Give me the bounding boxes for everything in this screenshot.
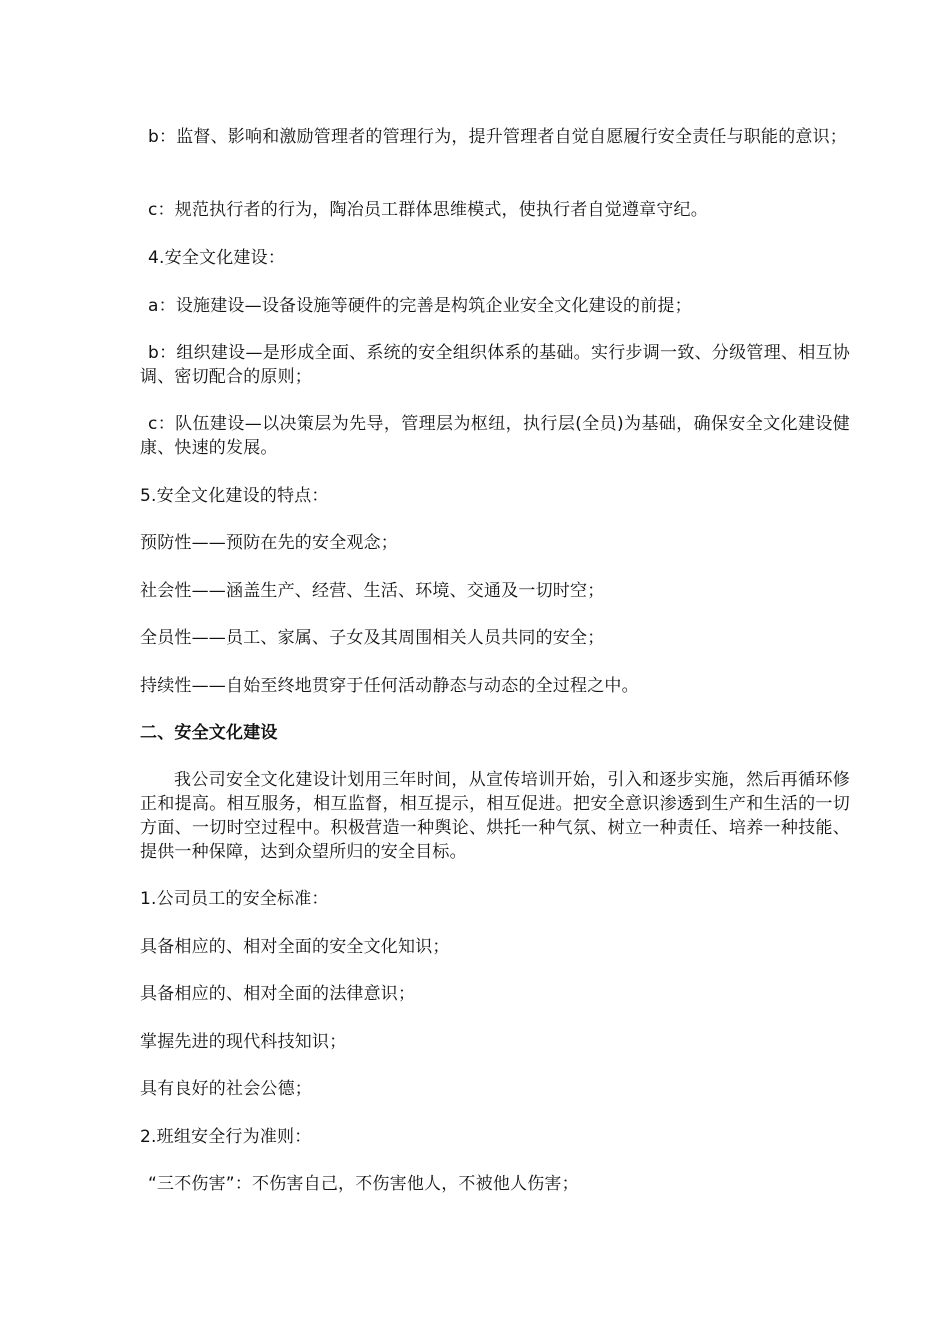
- paragraph-feature-continuous: 持续性——自始至终地贯穿于任何活动静态与动态的全过程之中。: [140, 676, 639, 696]
- paragraph-feature-preventive: 预防性——预防在先的安全观念；: [140, 533, 398, 553]
- paragraph-team-construction: c：队伍建设—以决策层为先导，管理层为枢纽，执行层(全员)为基础，确保安全文化建设健康、快速的发展。: [140, 414, 850, 458]
- paragraph-company-plan: 我公司安全文化建设计划用三年时间，从宣传培训开始，引入和逐步实施，然后再循环修正和提高。相互服务，相互监督，相互提示，相互促进。把安全意识渗透到生产和生活的一切方面、一切时空过程中。积极营造一种舆论、烘托一种气氛、树立一种责任、培养一种技能、提供一种保障，达到众望所归的安全目标。: [140, 770, 850, 862]
- paragraph-feature-social: 社会性——涵盖生产、经营、生活、环境、交通及一切时空；: [140, 581, 605, 601]
- heading-safety-culture-features: 5.安全文化建设的特点：: [140, 486, 329, 506]
- paragraph-three-no-harm: “三不伤害”：不伤害自己，不伤害他人，不被他人伤害；: [148, 1174, 579, 1194]
- paragraph-manager-behavior: b：监督、影响和激励管理者的管理行为，提升管理者自觉自愿履行安全责任与职能的意识；: [148, 127, 847, 147]
- paragraph-facility-construction: a：设施建设—设备设施等硬件的完善是构筑企业安全文化建设的前提；: [148, 296, 692, 316]
- heading-team-safety-rules: 2.班组安全行为准则：: [140, 1127, 312, 1147]
- paragraph-executor-behavior: c：规范执行者的行为，陶冶员工群体思维模式，使执行者自觉遵章守纪。: [148, 200, 708, 220]
- paragraph-organization-construction: b：组织建设—是形成全面、系统的安全组织体系的基础。实行步调一致、分级管理、相互协调、密切配合的原则；: [140, 343, 850, 387]
- paragraph-standard-social-ethics: 具有良好的社会公德；: [140, 1079, 312, 1099]
- paragraph-feature-all-staff: 全员性——员工、家属、子女及其周围相关人员共同的安全；: [140, 628, 605, 648]
- paragraph-standard-legal-awareness: 具备相应的、相对全面的法律意识；: [140, 984, 416, 1004]
- section-heading-safety-culture: 二、安全文化建设: [140, 723, 278, 743]
- heading-safety-culture-construction: 4.安全文化建设：: [148, 248, 286, 268]
- heading-employee-safety-standard: 1.公司员工的安全标准：: [140, 889, 329, 909]
- paragraph-standard-tech-knowledge: 掌握先进的现代科技知识；: [140, 1032, 347, 1052]
- paragraph-standard-culture-knowledge: 具备相应的、相对全面的安全文化知识；: [140, 937, 450, 957]
